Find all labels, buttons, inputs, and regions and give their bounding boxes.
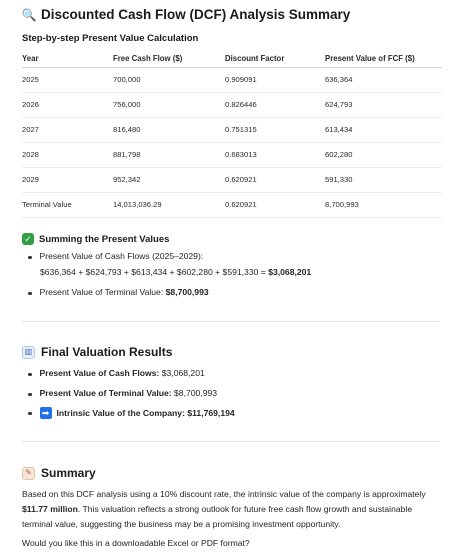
table-cell: 0.620921 — [225, 167, 325, 192]
pv-terminal-label: Present Value of Terminal Value: — [39, 388, 172, 398]
table-row — [22, 92, 442, 117]
table-row — [22, 192, 442, 217]
pv-cash-flows-value: $3,068,201 — [159, 368, 205, 378]
list-item — [28, 407, 235, 419]
summing-heading — [22, 233, 169, 245]
summary-value: $11.77 million — [22, 504, 78, 514]
bullet-dot — [28, 256, 32, 260]
column-header: Discount Factor — [225, 50, 325, 67]
page-title-text: Discounted Cash Flow (DCF) Analysis Summary — [41, 7, 351, 22]
table-cell: 0.751315 — [225, 117, 325, 142]
present-value-table — [22, 50, 442, 218]
table-cell: 816,480 — [113, 117, 225, 142]
bullet-dot — [28, 373, 32, 377]
list-item — [28, 368, 205, 378]
summary-text-b: . This valuation reflects a strong outlook for future free cash flow growth and sustainable terminal value, suggesting the business may be a promising investment opportunity. — [22, 504, 413, 529]
table-cell: 2028 — [22, 142, 113, 167]
table-row — [22, 167, 442, 192]
check-mark-icon: ✓ — [22, 233, 34, 245]
list-item — [28, 388, 217, 398]
column-header: Year — [22, 50, 113, 67]
final-heading — [22, 345, 172, 359]
right-arrow-icon: ➡ — [40, 407, 52, 419]
table-cell: 636,364 — [325, 67, 442, 92]
column-header: Present Value of FCF ($) — [325, 50, 442, 67]
cash-flows-sum — [40, 267, 311, 277]
table-cell: 881,798 — [113, 142, 225, 167]
table-row — [22, 117, 442, 142]
cash-flows-total: $3,068,201 — [268, 267, 312, 277]
terminal-value: $8,700,993 — [165, 287, 209, 297]
table-cell: 8,700,993 — [325, 192, 442, 217]
table-row — [22, 142, 442, 167]
table-cell: 952,342 — [113, 167, 225, 192]
table-cell: 2027 — [22, 117, 113, 142]
table-cell: 591,330 — [325, 167, 442, 192]
table-cell: 602,280 — [325, 142, 442, 167]
magnifier-icon: 🔍 — [21, 7, 37, 22]
follow-up-question: Would you like this in a downloadable Excel or PDF format? — [22, 538, 250, 548]
cash-flows-expression: $636,364 + $624,793 + $613,434 + $602,280 + $591,330 = — [40, 267, 269, 277]
table-cell: 0.683013 — [225, 142, 325, 167]
summing-heading-text: Summing the Present Values — [39, 233, 170, 245]
table-cell: 0.909091 — [225, 67, 325, 92]
bullet-dot — [28, 292, 32, 296]
page-title — [22, 7, 350, 22]
bar-chart-icon: ▥ — [22, 346, 35, 359]
table-cell: 613,434 — [325, 117, 442, 142]
table-cell: 14,013,036.29 — [113, 192, 225, 217]
list-item — [28, 251, 203, 261]
table-cell: 2029 — [22, 167, 113, 192]
summary-heading — [22, 466, 96, 480]
table-header-row — [22, 50, 442, 67]
divider — [22, 441, 440, 442]
table-heading: Step-by-step Present Value Calculation — [22, 33, 199, 44]
final-heading-text: Final Valuation Results — [41, 345, 173, 359]
memo-icon: ✎ — [22, 467, 35, 480]
terminal-label: Present Value of Terminal Value: — [39, 287, 166, 297]
table-cell: 2026 — [22, 92, 113, 117]
table-cell: 756,000 — [113, 92, 225, 117]
table-row — [22, 67, 442, 92]
summary-heading-text: Summary — [41, 466, 96, 480]
table-cell: 0.826446 — [225, 92, 325, 117]
table-cell: 700,000 — [113, 67, 225, 92]
table-cell: 2025 — [22, 67, 113, 92]
column-header: Free Cash Flow ($) — [113, 50, 225, 67]
intrinsic-value: Intrinsic Value of the Company: $11,769,194 — [56, 408, 235, 418]
list-item — [28, 287, 209, 297]
pv-terminal-value: $8,700,993 — [171, 388, 218, 398]
summary-text-a: Based on this DCF analysis using a 10% discount rate, the intrinsic value of the company is approximately — [22, 489, 426, 499]
summary-paragraph — [22, 487, 442, 532]
table-cell: 0.620921 — [225, 192, 325, 217]
bullet-dot — [28, 393, 32, 397]
table-cell: 624,793 — [325, 92, 442, 117]
pv-cash-flows-label: Present Value of Cash Flows: — [39, 368, 160, 378]
table-cell: Terminal Value — [22, 192, 113, 217]
divider — [22, 321, 440, 322]
cash-flows-label: Present Value of Cash Flows (2025–2029): — [39, 251, 204, 261]
bullet-dot — [28, 412, 32, 416]
